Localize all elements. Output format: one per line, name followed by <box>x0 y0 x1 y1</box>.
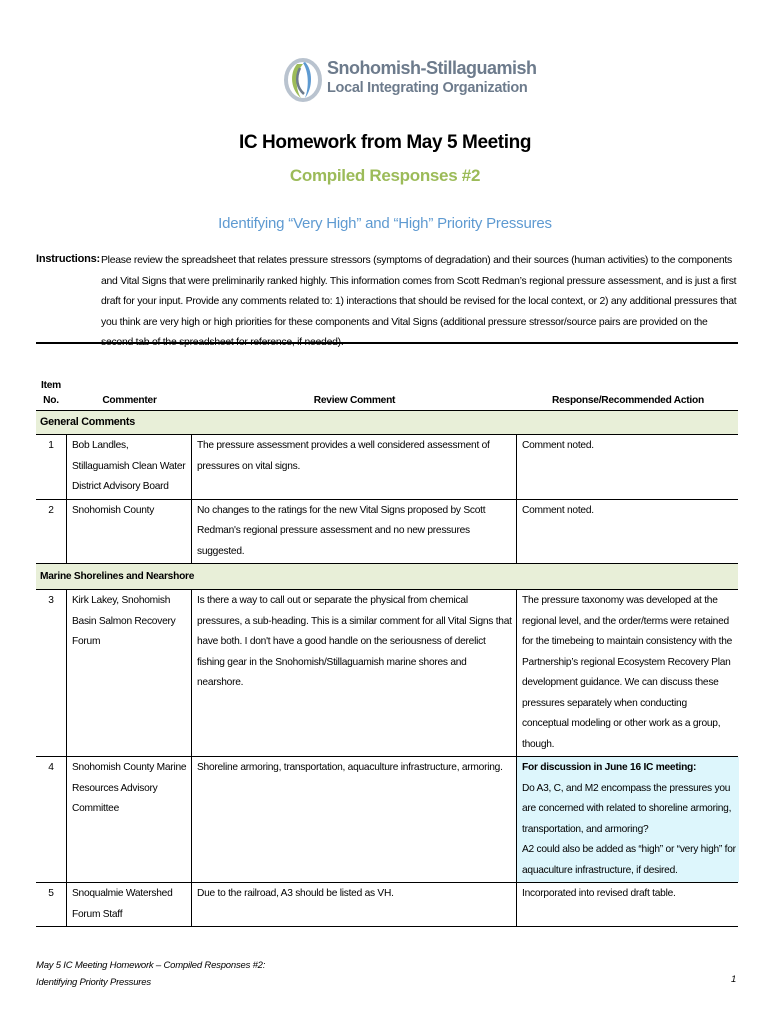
document-title: IC Homework from May 5 Meeting <box>238 132 532 153</box>
footer-title-line2: Identifying Priority Pressures <box>36 977 151 988</box>
header-item-no: Item No. <box>41 380 61 406</box>
review-comment-cell: No changes to the ratings for the new Vital Signs proposed by Scott Redman's regional pressure assessment and no new pressures suggested. <box>192 500 517 564</box>
review-comment-cell: Due to the railroad, A3 should be listed as VH. <box>192 883 517 926</box>
response-discussion-note: A2 could also be added as “high” or “very high” for aquaculture infrastructure, if desired. <box>522 844 736 876</box>
review-comment-cell: Shoreline armoring, transportation, aquaculture infrastructure, armoring. <box>192 757 517 882</box>
review-comment-cell: Is there a way to call out or separate the physical from chemical pressures, a sub-heading. This is a similar comment for all Vital Signs that have both. I don't have a good handle on the seriousness of derelict fishing gear in the Snohomish/Stillaguamish marine shores and nearshore. <box>192 590 517 756</box>
table-row <box>36 590 738 757</box>
org-name-line2: Local Integrating Organization <box>327 80 528 96</box>
commenter-cell: Snohomish County <box>67 500 192 564</box>
section-row-general-comments: General Comments <box>36 411 738 435</box>
table-row <box>36 435 738 500</box>
comments-table <box>36 376 738 927</box>
table-row <box>36 500 738 565</box>
item-number: 2 <box>36 500 67 564</box>
instructions-label: Instructions: <box>36 253 101 265</box>
footer-title <box>36 957 265 991</box>
review-comment-cell: The pressure assessment provides a well considered assessment of pressures on vital signs. <box>192 435 517 499</box>
item-number: 4 <box>36 757 67 882</box>
header-response: Response/Recommended Action <box>552 395 704 406</box>
commenter-cell: Kirk Lakey, Snohomish Basin Salmon Recovery Forum <box>67 590 192 756</box>
table-row <box>36 757 738 883</box>
item-number: 3 <box>36 590 67 756</box>
commenter-cell: Bob Landles, Stillaguamish Clean Water District Advisory Board <box>67 435 192 499</box>
page-number: 1 <box>731 974 737 985</box>
table-header-row <box>36 376 738 411</box>
response-cell: Incorporated into revised draft table. <box>522 888 676 899</box>
section-row-marine-shorelines: Marine Shorelines and Nearshore <box>36 564 738 590</box>
footer-title-line1: May 5 IC Meeting Homework – Compiled Responses #2: <box>36 960 266 971</box>
table-row <box>36 883 738 927</box>
instructions-divider <box>36 342 738 344</box>
instructions-text: Please review the spreadsheet that relates pressure stressors (symptoms of degradation) and their sources (human activities) to the components and Vital Signs that were preliminarily ranked highly. This information comes from Scott Redman’s regional pressure assessment, and is just a first draft for your input. Provide any comments related to: 1) interactions that should be revised for the local context, or 2) any additional pressures that you think are very high or high priorities for these components and Vital Signs (additional pressure stressor/source pairs are provided on the second tab of the spreadsheet for reference, if needed). <box>101 255 737 348</box>
item-number: 1 <box>36 435 67 499</box>
commenter-cell: Snoqualmie Watershed Forum Staff <box>67 883 192 926</box>
item-number: 5 <box>36 883 67 926</box>
response-discussion-heading: For discussion in June 16 IC meeting: <box>522 762 697 773</box>
response-cell: The pressure taxonomy was developed at the regional level, and the order/terms were retained for the timebeing to maintain consistency with the Partnership’s regional Ecosystem Recovery Plan development guidance. We can discuss these pressures separately when conducting conceptual modeling or other work as a group, though. <box>522 595 733 750</box>
organization-logo <box>283 54 537 106</box>
header-review-comment: Review Comment <box>313 395 396 406</box>
header-commenter: Commenter <box>102 395 157 406</box>
document-subtitle: Compiled Responses #2 <box>289 166 481 185</box>
commenter-cell: Snohomish County Marine Resources Advisory Committee <box>67 757 192 882</box>
salmon-swirl-icon <box>283 58 323 102</box>
org-name-line1: Snohomish-Stillaguamish <box>327 58 537 78</box>
response-discussion-question: Do A3, C, and M2 encompass the pressures you are concerned with related to shoreline armoring, transportation, and armoring? <box>522 782 732 835</box>
response-cell: Comment noted. <box>522 504 594 516</box>
section-heading: Identifying “Very High” and “High” Priority Pressures <box>218 215 552 232</box>
response-cell: Comment noted. <box>522 440 594 451</box>
response-cell-highlighted <box>517 757 739 882</box>
